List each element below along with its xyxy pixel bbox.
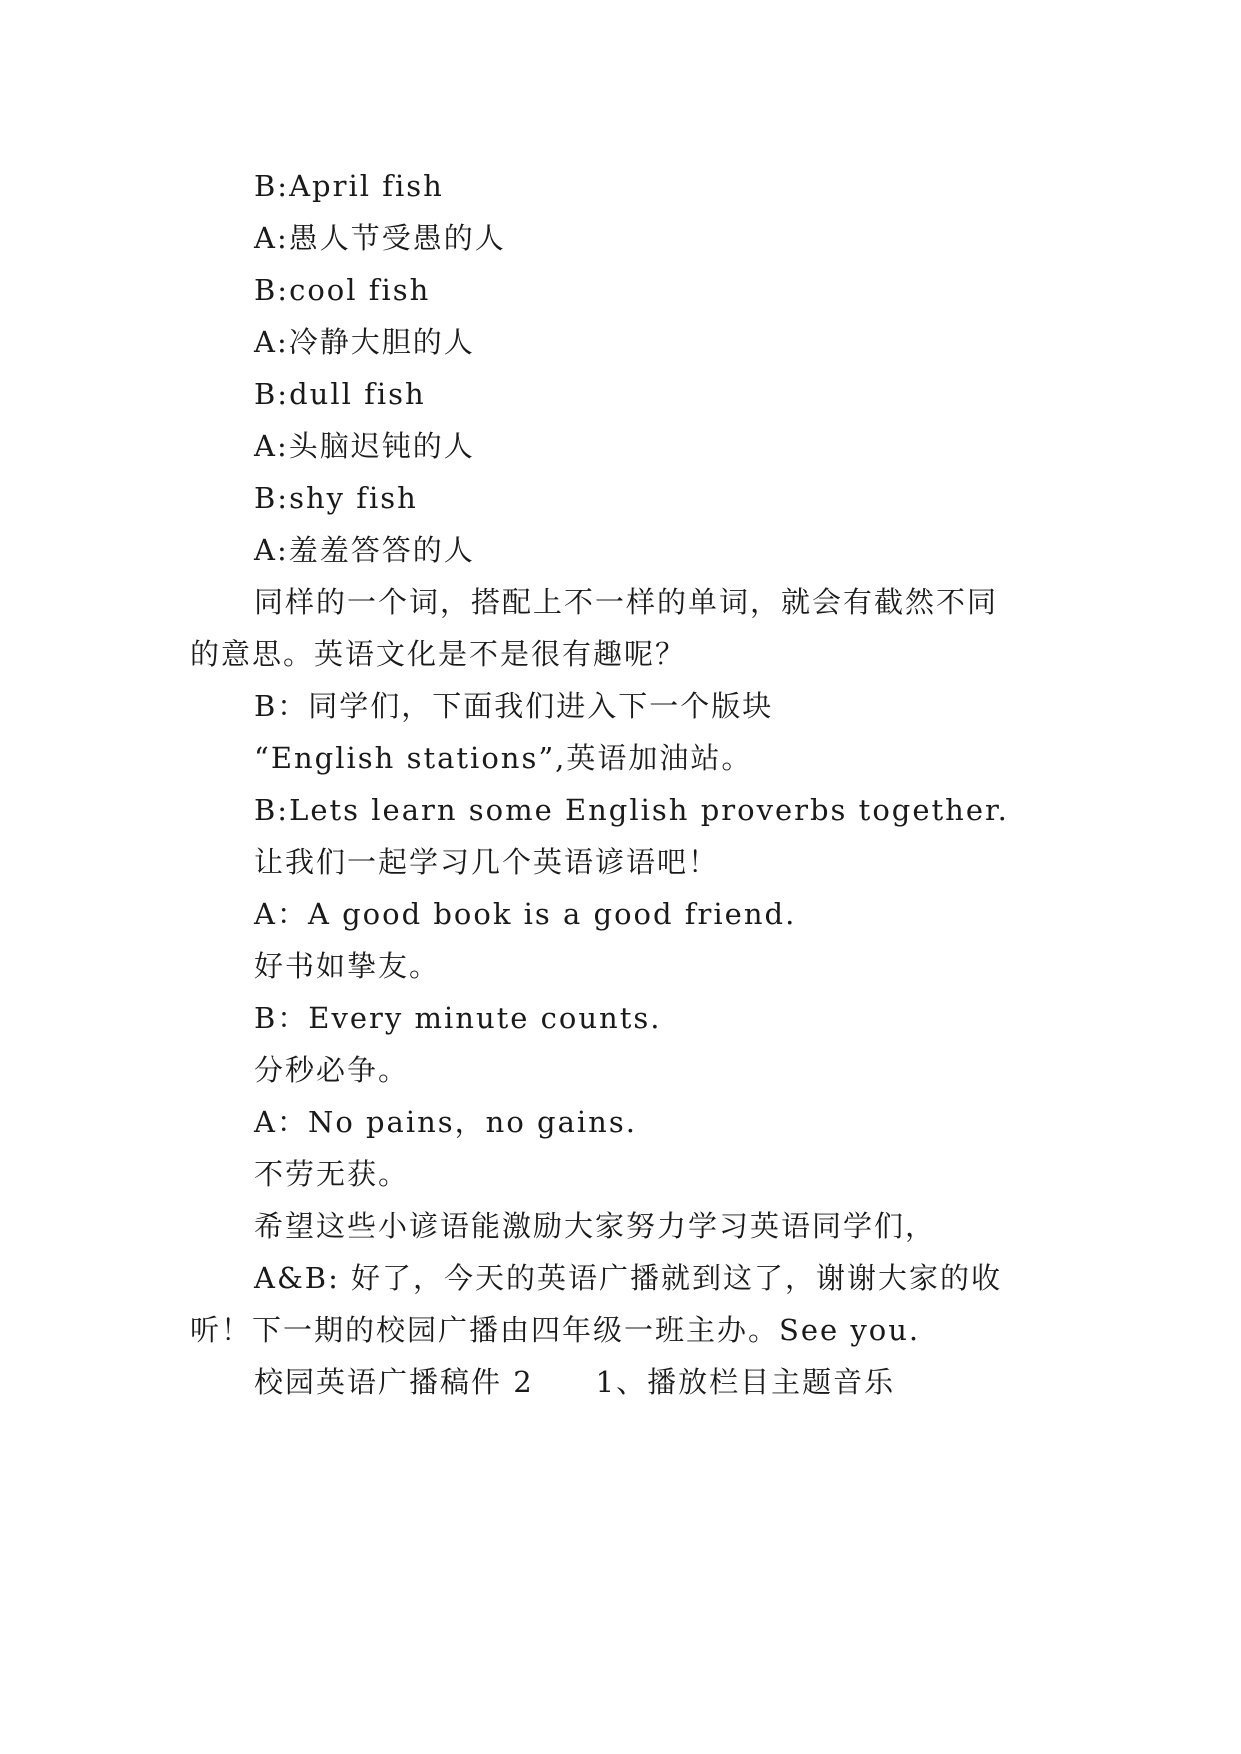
proverb-translation-1: 好书如挚友。 [254, 949, 441, 983]
dialogue-line-b-shy-fish: B:shy fish [254, 481, 418, 515]
dialogue-line-b-dull-fish: B:dull fish [254, 377, 426, 411]
proverb-translation-3: 不劳无获。 [254, 1157, 410, 1191]
dialogue-line-a-dull-fish-meaning: A:头脑迟钝的人 [254, 429, 475, 463]
section-title-line: “English stations”,英语加油站。 [254, 741, 753, 775]
dialogue-line-a-april-fish-meaning: A:愚人节受愚的人 [254, 221, 506, 255]
dialogue-line-a-cool-fish-meaning: A:冷静大胆的人 [254, 325, 475, 359]
paragraph-line: 同样的一个词，搭配上不一样的单词，就会有截然不同 [254, 585, 999, 619]
proverb-line-3: A：No pains，no gains. [254, 1105, 637, 1139]
proverb-line-1: A：A good book is a good friend. [254, 897, 797, 931]
dialogue-line-b-transition: B：同学们，下面我们进入下一个版块 [254, 689, 774, 723]
paragraph-line-continued: 的意思。英语文化是不是很有趣呢？ [190, 637, 687, 671]
dialogue-line-b-april-fish: B:April fish [254, 169, 444, 203]
dialogue-line-a-shy-fish-meaning: A:羞羞答答的人 [254, 533, 475, 567]
closing-line: 希望这些小谚语能激励大家努力学习英语同学们， [254, 1209, 937, 1243]
dialogue-line-b-cool-fish: B:cool fish [254, 273, 431, 307]
closing-dialogue-line: A&B: 好了，今天的英语广播就到这了，谢谢大家的收 [254, 1261, 1003, 1295]
proverbs-intro-line: 让我们一起学习几个英语谚语吧！ [254, 845, 720, 879]
dialogue-line-b-proverbs: B:Lets learn some English proverbs together. [254, 793, 1009, 827]
closing-dialogue-line-continued: 听！下一期的校园广播由四年级一班主办。See you. [190, 1313, 921, 1347]
next-section-heading: 校园英语广播稿件 2 1、播放栏目主题音乐 [254, 1365, 896, 1399]
proverb-line-2: B：Every minute counts. [254, 1001, 662, 1035]
proverb-translation-2: 分秒必争。 [254, 1053, 410, 1087]
